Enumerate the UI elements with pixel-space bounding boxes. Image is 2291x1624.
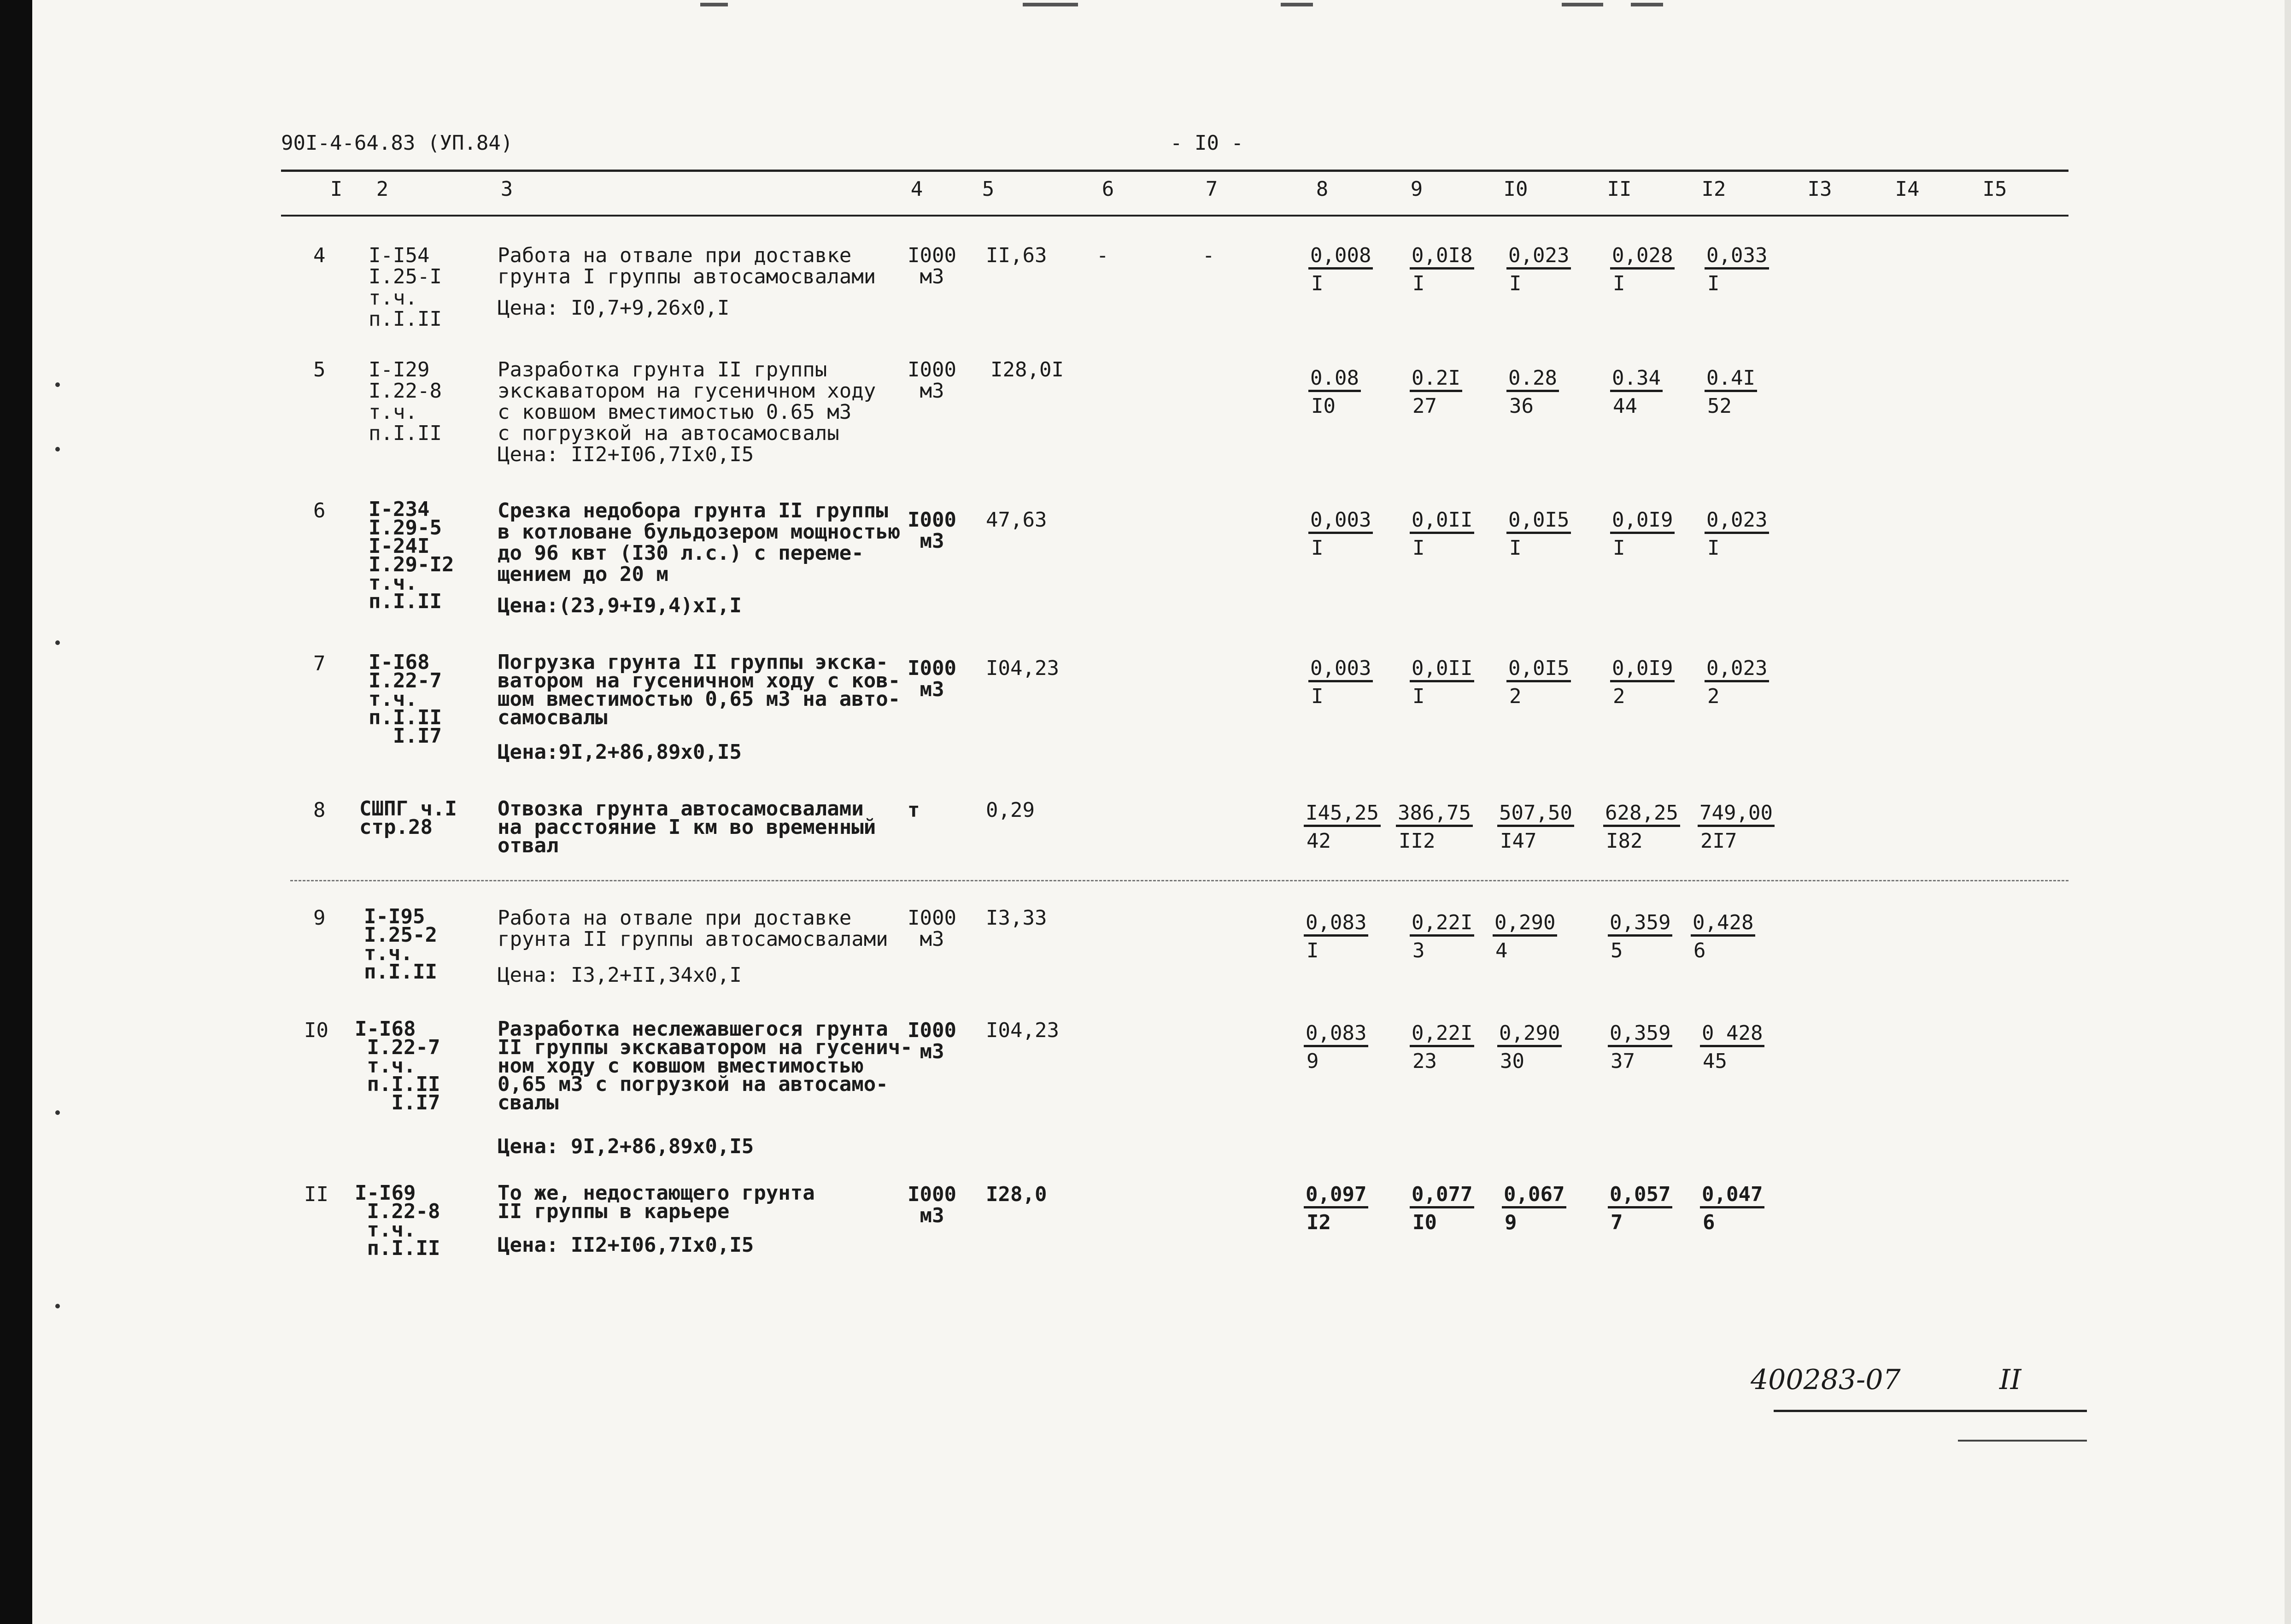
value-col12: 749,00 2I7 (1698, 803, 1775, 852)
row-reference: I-I68 I.22-7 т.ч. п.I.II I.I7 (355, 1017, 440, 1114)
col-header-4: 4 (910, 177, 923, 201)
value-col11: 0,057 7 (1608, 1184, 1672, 1233)
value-col11: 0,028 I (1610, 245, 1675, 294)
col-header-14: I4 (1895, 177, 1920, 201)
col-header-10: I0 (1503, 177, 1528, 201)
row-description: Работа на отвале при доставке грунта I группы автосамосвалами (498, 244, 876, 288)
row-unit: I000 м3 (908, 906, 956, 951)
col-header-5: 5 (982, 177, 995, 201)
sheet-number: II (1999, 1364, 2021, 1396)
col-header-1: I (330, 177, 343, 201)
row-reference: I-I69 I.22-8 т.ч. п.I.II (355, 1181, 440, 1260)
scan-mark (1281, 3, 1313, 6)
scan-speck (55, 1304, 60, 1308)
value-col9: 0,22I 3 (1410, 912, 1474, 962)
col-header-15: I5 (1982, 177, 2007, 201)
value-col8: 0,083 9 (1304, 1023, 1368, 1072)
document-sheet (281, 124, 2068, 1507)
row-quantity: 47,63 (986, 508, 1047, 532)
col-header-8: 8 (1316, 177, 1329, 201)
row-description: Разработка неслежавшегося грунта II группы экскаватором на гусенич- ном ходу с ковшом вместимостью 0,65 м3 с погрузкой на автосамо- свалы (498, 1017, 913, 1114)
col-header-9: 9 (1410, 177, 1423, 201)
value-col10: 0,0I5 2 (1506, 658, 1571, 707)
row-unit: I000 м3 (908, 1183, 956, 1227)
row-price: Цена: II2+I06,7Iх0,I5 (498, 443, 754, 466)
value-col12: 0 428 45 (1700, 1023, 1764, 1072)
footer-rule-short (1958, 1440, 2087, 1442)
scan-edge-right (2285, 0, 2291, 1624)
row-number: 5 (313, 358, 326, 381)
row-quantity: I04,23 (986, 657, 1059, 680)
col-header-7: 7 (1205, 177, 1218, 201)
row-description: Срезка недобора грунта II группы в котловане бульдозером мощностью до 96 квт (I30 л.с.) с переме- щением до 20 м (498, 499, 901, 586)
value-col8: I45,25 42 (1304, 803, 1381, 852)
row-unit: I000 м3 (908, 657, 956, 701)
col-header-3: 3 (500, 177, 513, 201)
row-unit: I000 м3 (908, 508, 956, 553)
value-col11: 0,0I9 I (1610, 510, 1675, 559)
row-number: 7 (313, 652, 326, 675)
row-number: II (304, 1183, 328, 1206)
doc-code: 90I-4-64.83 (УП.84) (281, 131, 513, 155)
value-col11: 628,25 I82 (1603, 803, 1680, 852)
value-col12: 0,047 6 (1700, 1184, 1764, 1233)
value-col10: 0,023 I (1506, 245, 1571, 294)
value-col8: 0,003 I (1308, 510, 1373, 559)
inventory-number: 400283-07 (1751, 1364, 1901, 1396)
header-rule (281, 170, 2068, 172)
value-col12: 0,033 I (1705, 245, 1769, 294)
row-description: То же, недостающего грунта II группы в карьере (498, 1181, 815, 1223)
row-number: 4 (313, 244, 326, 267)
row-description: Разработка грунта II группы экскаватором на гусеничном ходу с ковшом вместимостью 0.65 м3 с погрузкой на автосамосвалы (498, 358, 876, 445)
row-unit: I000 м3 (908, 244, 956, 288)
row-number: I0 (304, 1019, 328, 1042)
row-col7: - (1202, 244, 1215, 267)
row-reference: I-I54 I.25-I т.ч. п.I.II (369, 244, 442, 331)
value-col10: 0,290 4 (1493, 912, 1557, 962)
row-number: 9 (313, 906, 326, 930)
col-header-11: II (1607, 177, 1632, 201)
row-description: Работа на отвале при доставке грунта II группы автосамосвалами (498, 906, 888, 951)
value-col8: 0,008 I (1308, 245, 1373, 294)
value-col11: 0,359 5 (1608, 912, 1672, 962)
row-quantity: I28,0I (990, 358, 1064, 381)
value-col8: 0,003 I (1308, 658, 1373, 707)
value-col10: 507,50 I47 (1497, 803, 1574, 852)
row-reference: I-I95 I.25-2 т.ч. п.I.II (364, 905, 437, 984)
col-header-13: I3 (1807, 177, 1832, 201)
footer-rule (1774, 1410, 2087, 1412)
scan-edge (0, 0, 32, 1624)
scan-speck (55, 447, 60, 451)
value-col9: 0,0I8 I (1410, 245, 1474, 294)
value-col8: 0.08 I0 (1308, 368, 1361, 417)
value-col8: 0,097 I2 (1304, 1184, 1368, 1233)
row-reference: I-I68 I.22-7 т.ч. п.I.II I.I7 (369, 651, 442, 748)
value-col10: 0.28 36 (1506, 368, 1559, 417)
row-number: 8 (313, 798, 326, 822)
value-col9: 0.2I 27 (1410, 368, 1462, 417)
row-quantity: I04,23 (986, 1019, 1059, 1042)
row-quantity: 0,29 (986, 798, 1035, 822)
row-quantity: I28,0 (986, 1183, 1047, 1206)
scan-speck (55, 640, 60, 645)
row-price: Цена: II2+I06,7Iх0,I5 (498, 1233, 754, 1257)
scan-mark (700, 3, 728, 6)
value-col10: 0,067 9 (1502, 1184, 1566, 1233)
scan-speck (55, 1110, 60, 1115)
row-quantity: I3,33 (986, 906, 1047, 930)
row-unit: т (908, 798, 920, 822)
row-divider (290, 880, 2068, 881)
row-price: Цена:(23,9+I9,4)хI,I (498, 594, 742, 617)
row-description: Отвозка грунта автосамосвалами на расстояние I км во временный отвал (498, 797, 876, 857)
value-col9: 0,077 I0 (1410, 1184, 1474, 1233)
row-price: Цена:9I,2+86,89х0,I5 (498, 740, 742, 764)
scan-mark (1562, 3, 1603, 6)
value-col8: 0,083 I (1304, 912, 1368, 962)
row-price: Цена: 9I,2+86,89х0,I5 (498, 1135, 754, 1158)
header-under-rule (281, 215, 2068, 217)
row-reference: СШПГ ч.I стр.28 (359, 797, 457, 839)
row-number: 6 (313, 499, 326, 522)
value-col12: 0,023 I (1705, 510, 1769, 559)
col-header-2: 2 (376, 177, 389, 201)
value-col12: 0,023 2 (1705, 658, 1769, 707)
scan-mark (1023, 3, 1078, 6)
row-unit: I000 м3 (908, 358, 956, 403)
value-col9: 0,22I 23 (1410, 1023, 1474, 1072)
page-number: - I0 - (1170, 131, 1243, 155)
row-col6: - (1096, 244, 1109, 267)
scan-mark (1631, 3, 1663, 6)
value-col12: 0,428 6 (1691, 912, 1755, 962)
row-price: Цена: I3,2+II,34х0,I (498, 963, 742, 987)
value-col12: 0.4I 52 (1705, 368, 1757, 417)
value-col11: 0,359 37 (1608, 1023, 1672, 1072)
value-col10: 0,290 30 (1497, 1023, 1562, 1072)
row-reference: I-I29 I.22-8 т.ч. п.I.II (369, 358, 442, 445)
value-col11: 0.34 44 (1610, 368, 1663, 417)
row-description: Погрузка грунта II группы экска- ватором на гусеничном ходу с ков- шом вместимостью 0,65 м3 на авто- самосвалы (498, 651, 901, 729)
row-quantity: II,63 (986, 244, 1047, 267)
col-header-6: 6 (1102, 177, 1114, 201)
value-col11: 0,0I9 2 (1610, 658, 1675, 707)
row-reference: I-234 I.29-5 I-24I I.29-I2 т.ч. п.I.II (369, 498, 454, 613)
value-col10: 0,0I5 I (1506, 510, 1571, 559)
scan-speck (55, 382, 60, 387)
col-header-12: I2 (1701, 177, 1726, 201)
row-unit: I000 м3 (908, 1019, 956, 1063)
value-col9: 386,75 II2 (1396, 803, 1473, 852)
value-col9: 0,0II I (1410, 658, 1474, 707)
value-col9: 0,0II I (1410, 510, 1474, 559)
row-price: Цена: I0,7+9,26х0,I (498, 296, 730, 320)
